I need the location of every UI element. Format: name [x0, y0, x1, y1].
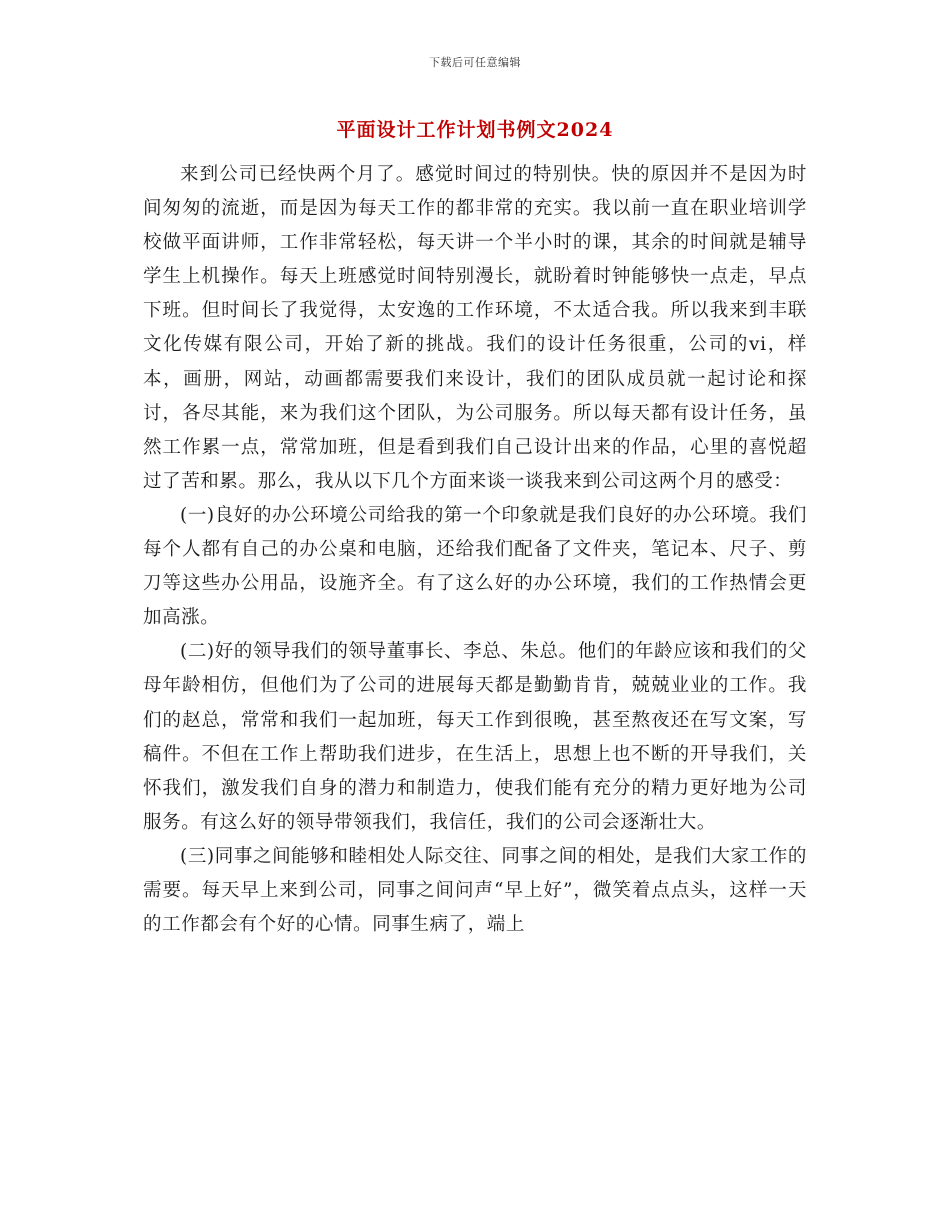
header-note: 下载后可任意编辑	[429, 56, 521, 69]
paragraph-leadership: (二)好的领导我们的领导董事长、李总、朱总。他们的年龄应该和我们的父母年龄相仿，但他们为了公司的进展每天都是勤勤肯肯，兢兢业业的工作。我们的赵总，常常和我们一起加班，每天工作到很晚，甚至熬夜还在写文案，写稿件。不但在工作上帮助我们进步，在生活上，思想上也不断的开导我们，关怀我们，激发我们自身的潜力和制造力，使我们能有充分的精力更好地为公司服务。有这么好的领导带领我们，我信任，我们的公司会逐渐壮大。	[143, 641, 807, 833]
paragraph-intro: 来到公司已经快两个月了。感觉时间过的特别快。快的原因并不是因为时间匆匆的流逝，而是因为每天工作的都非常的充实。我以前一直在职业培训学校做平面讲师，工作非常轻松，每天讲一个半小时的课，其余的时间就是辅导学生上机操作。每天上班感觉时间特别漫长，就盼着时钟能够快一点走，早点下班。但时间长了我觉得，太安逸的工作环境，不太适合我。所以我来到丰联文化传媒有限公司，开始了新的挑战。我们的设计任务很重，公司的vi，样本，画册，网站，动画都需要我们来设计，我们的团队成员就一起讨论和探讨，各尽其能，来为我们这个团队，为公司服务。所以每天都有设计任务，虽然工作累一点，常常加班，但是看到我们自己设计出来的作品，心里的喜悦超过了苦和累。那么，我从以下几个方面来谈一谈我来到公司这两个月的感受：	[143, 164, 807, 492]
document-title: 平面设计工作计划书例文2024	[336, 119, 614, 141]
paragraph-colleagues: (三)同事之间能够和睦相处人际交往、同事之间的相处，是我们大家工作的需要。每天早上来到公司，同事之间问声“早上好”，微笑着点点头，这样一天的工作都会有个好的心情。同事生病了，端上	[143, 845, 807, 936]
paragraph-office-environment: (一)良好的办公环境公司给我的第一个印象就是我们良好的办公环境。我们每个人都有自己的办公桌和电脑，还给我们配备了文件夹，笔记本、尺子、剪刀等这些办公用品，设施齐全。有了这么好的办公环境，我们的工作热情会更加高涨。	[143, 504, 807, 629]
document-body	[143, 158, 807, 942]
